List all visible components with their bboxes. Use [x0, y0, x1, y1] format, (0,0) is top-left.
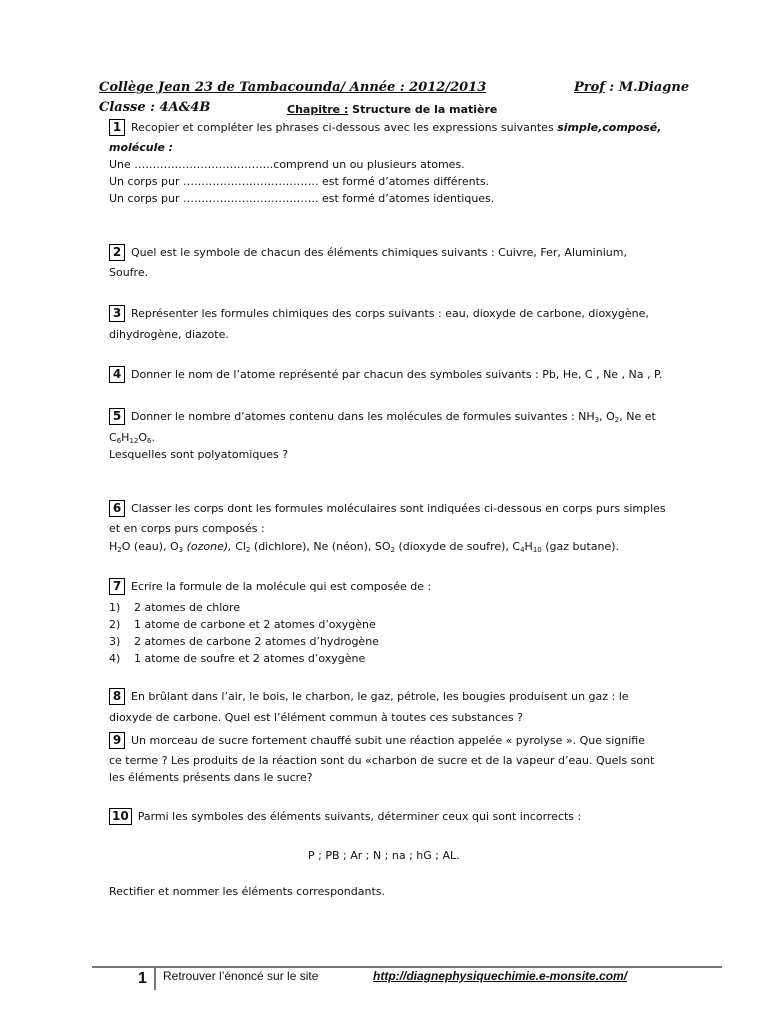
question-text: Classer les corps dont les formules moléculaires sont indiquées ci-dessous en corps purs simples — [131, 502, 666, 515]
chapter-title — [287, 103, 497, 116]
question-number: 6 — [109, 500, 125, 517]
question-text: En brûlant dans l’air, le bois, le charbon, le gaz, pétrole, les bougies produisent un gaz : le — [131, 690, 629, 703]
glucose-formula: $C_6H_{12}O_6$. — [109, 431, 155, 445]
list-text: 2 atomes de carbone 2 atomes d’hydrogène — [134, 635, 379, 648]
question-text: Représenter les formules chimiques des corps suivants : eau, dioxyde de carbone, dioxygène, — [131, 307, 649, 320]
question-10 — [109, 808, 581, 825]
prof-label: Prof — [574, 80, 605, 95]
list-number: 2) — [109, 618, 121, 631]
formula-name: (dioxyde de soufre), — [395, 540, 513, 553]
question-3 — [109, 305, 649, 322]
question-text: Recopier et compléter les phrases ci-dessous avec les expressions suivantes — [131, 121, 554, 134]
question-text: Un morceau de sucre fortement chauffé subit une réaction appelée « pyrolyse ». Que signifie — [131, 734, 645, 747]
chapter-label: Chapitre : — [287, 103, 349, 116]
question-9-continued: ce terme ? Les produits de la réaction sont du «charbon de sucre et de la vapeur d’eau. Quels sont — [109, 754, 655, 767]
symbols-list: P ; PB ; Ar ; N ; na ; hG ; AL. — [308, 849, 460, 862]
footer-text: Retrouver l’énoncé sur le site — [163, 969, 319, 983]
list-item — [109, 600, 240, 615]
list-text: 2 atomes de chlore — [134, 601, 241, 614]
question-number: 8 — [109, 688, 125, 705]
question-4 — [109, 366, 662, 383]
rectify-instruction: Rectifier et nommer les éléments correspondants. — [109, 885, 385, 898]
question-3-continued: dihydrogène, diazote. — [109, 328, 229, 341]
question-number: 7 — [109, 578, 125, 595]
list-item — [109, 617, 376, 632]
formula-name: (dichlore), Ne (néon), — [250, 540, 375, 553]
question-text: Ecrire la formule de la molécule qui est composée de : — [131, 580, 432, 593]
formula-name: (ozone), — [186, 540, 236, 553]
page-number: 1 — [138, 970, 147, 987]
question-2 — [109, 244, 627, 261]
keywords: simple,composé, — [557, 121, 662, 134]
question-text: Parmi les symboles des éléments suivants, déterminer ceux qui sont incorrects : — [137, 810, 582, 823]
question-number: 1 — [109, 119, 125, 136]
footer-separator — [154, 966, 156, 990]
question-5-followup: Lesquelles sont polyatomiques ? — [109, 448, 289, 461]
keywords-continued: molécule : — [109, 141, 174, 154]
question-text: Quel est le symbole de chacun des éléments chimiques suivants : Cuivre, Fer, Aluminium, — [131, 246, 627, 259]
question-text: Donner le nom de l’atome représenté par chacun des symboles suivants : Pb, He, C , Ne , Na , P. — [131, 368, 663, 381]
formula-name: (eau), — [130, 540, 170, 553]
fill-line-2: Un corps pur ………………………………. est formé d’atomes différents. — [109, 175, 490, 188]
list-number: 4) — [109, 652, 121, 665]
prof-name: : M.Diagne — [604, 80, 690, 95]
question-text: Donner le nombre d’atomes contenu dans les molécules de formules suivantes : — [131, 410, 579, 423]
question-number: 2 — [109, 244, 125, 261]
question-number: 10 — [109, 808, 132, 825]
formula-name: (gaz butane). — [541, 540, 620, 553]
question-1 — [109, 119, 661, 136]
fill-line-1: Une ………………………………..comprend un ou plusieurs atomes. — [109, 158, 465, 171]
formula-list: $H_2O$ (eau), $O_3$ (ozone), $Cl_2$ (dichlore), Ne (néon), $SO_2$ (dioxyde de soufre), $C_4H_{10}$ (gaz butane). — [109, 540, 620, 554]
list-item — [109, 634, 379, 649]
question-9-continued-2: les éléments présents dans le sucre? — [109, 771, 313, 784]
question-8-continued: dioxyde de carbone. Quel est l’élément commun à toutes ces substances ? — [109, 711, 523, 724]
question-number: 5 — [109, 408, 125, 425]
question-6 — [109, 500, 666, 517]
chapter-name: Structure de la matière — [348, 103, 498, 116]
question-number: 9 — [109, 732, 125, 749]
question-9 — [109, 732, 645, 749]
question-7 — [109, 578, 431, 595]
question-8 — [109, 688, 629, 705]
question-2-continued: Soufre. — [109, 266, 149, 279]
fill-line-3: Un corps pur ………………………………. est formé d’atomes identiques. — [109, 192, 495, 205]
school-year-header: Collège Jean 23 de Tambacounda/ Année : 2012/2013 — [99, 80, 487, 95]
question-6-continued: et en corps purs composés : — [109, 522, 265, 535]
list-text: 1 atome de soufre et 2 atomes d’oxygène — [134, 652, 366, 665]
list-text: 1 atome de carbone et 2 atomes d’oxygène — [134, 618, 376, 631]
list-number: 1) — [109, 601, 121, 614]
list-number: 3) — [109, 635, 121, 648]
footer-divider — [92, 966, 722, 968]
question-number: 3 — [109, 305, 125, 322]
question-5: 5 Donner le nombre d’atomes contenu dans les molécules de formules suivantes : $NH_3$, $O_2$, Ne et — [109, 408, 656, 425]
prof-header — [574, 80, 689, 95]
question-text-after: , Ne et — [619, 410, 656, 423]
site-link[interactable]: http://diagnephysiquechimie.e-monsite.com/ — [373, 969, 628, 983]
question-number: 4 — [109, 366, 125, 383]
list-item — [109, 651, 365, 666]
class-header: Classe : 4A&4B — [99, 100, 211, 115]
